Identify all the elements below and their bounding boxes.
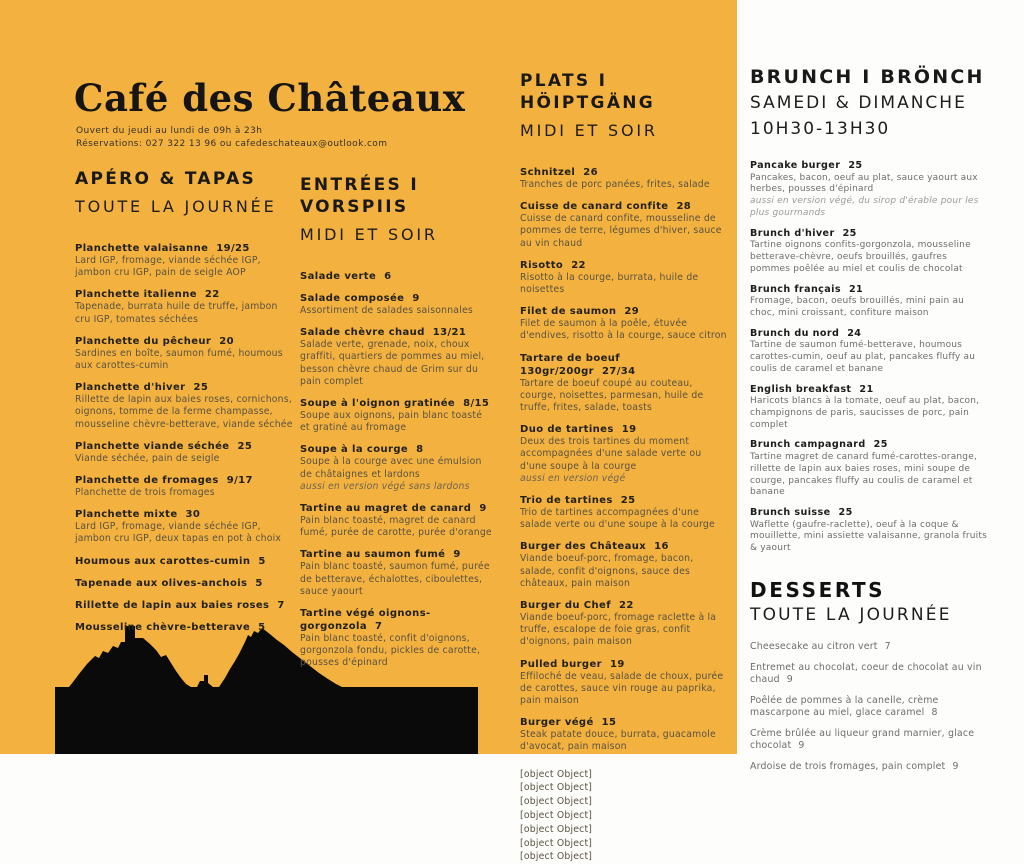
section-desserts	[750, 577, 990, 773]
menu-item-price: 7	[374, 621, 383, 633]
menu-item-name: Duo de tartines	[520, 424, 614, 436]
menu-item-price: 9/17	[226, 475, 253, 487]
menu-item-price: 22	[618, 600, 634, 612]
menu-item-name: Brunch français	[750, 283, 841, 295]
menu-item-price: 8/15	[463, 398, 490, 410]
dessert-item-price: 7	[884, 641, 891, 653]
menu-item-description: Tartine magret de canard fumé-carottes-orange, rillette de lapin aux baies roses, mini soupe de courge, pancakes fluffy au coulis de caramel et banane	[750, 451, 978, 498]
section-subheading: TOUTE LA JOURNÉE	[75, 197, 277, 216]
menu-item-name: Planchette valaisanne	[75, 243, 209, 254]
menu-item-name: Brunch campagnard	[750, 439, 866, 451]
desserts-items	[750, 641, 990, 773]
menu-item-name-price	[75, 555, 295, 568]
menu-item-name-price	[520, 540, 730, 553]
menu-item-description: Soupe à la courge avec une émulsion de châtaignes et lardons	[300, 456, 482, 480]
menu-item	[750, 328, 990, 376]
menu-item-price: 13/21	[432, 327, 467, 339]
restaurant-info	[76, 125, 387, 150]
menu-item-description: Tartine de saumon fumé-betterave, houmous carottes-cumin, oeuf au plat, pancakes fluffy au coulis de caramel et banane	[750, 340, 976, 374]
menu-item-name: Filet de saumon	[520, 306, 617, 318]
restaurant-title: Café des Châteaux	[74, 76, 466, 120]
menu-item-name: Tapenade aux olives-anchois	[75, 577, 248, 589]
menu-item-name: Risotto	[520, 259, 564, 271]
menu-item-price: 25	[842, 227, 857, 239]
menu-item-name-price	[75, 335, 295, 348]
menu-item-name-price	[300, 443, 495, 456]
menu-item-price: 22	[204, 289, 220, 301]
menu-item-price: 5	[258, 621, 266, 633]
menu-item-price: 25	[848, 160, 863, 171]
menu-item-name-price	[75, 599, 295, 612]
menu-item-description: Lard IGP, fromage, viande séchée IGP, jambon cru IGP, deux tapas en pot à choix	[75, 521, 282, 545]
menu-item-price: 6	[384, 271, 392, 282]
menu-item-description: Viande boeuf-porc, fromage raclette à la truffe, escalope de foie gras, confit d'oignons, pain maison	[520, 612, 717, 648]
menu-item-description: Viande boeuf-porc, fromage, bacon, salade, confit d'oignons, sauce des châteaux, pain maison	[520, 553, 694, 589]
menu-item-name-price	[300, 502, 495, 515]
menu-item-name: Tartine végé oignons-gorgonzola	[300, 608, 431, 633]
menu-item-name-price	[520, 423, 730, 436]
section-apero-tapas	[75, 168, 295, 643]
desserts-heading: DESSERTS	[750, 578, 886, 603]
supplement-line: [object Object]	[520, 823, 593, 835]
menu-item-name-price	[520, 305, 730, 318]
menu-item-price: 27/34	[601, 365, 636, 377]
menu-item-name: Tartine au magret de canard	[300, 503, 472, 515]
dessert-item-name: Crème brûlée au liqueur grand marnier, glace chocolat	[750, 728, 975, 752]
menu-item-name: Salade composée	[300, 293, 405, 304]
menu-item-description: Tartine oignons confits-gorgonzola, mousseline betterave-chèvre, oeufs brouillés, gaufres pommes poêlée au miel et coulis de chocolat	[750, 240, 971, 274]
menu-item-name: Soupe à la courge	[300, 444, 409, 456]
menu-item	[75, 555, 295, 568]
menu-item	[520, 599, 730, 649]
dessert-item-name: Cheesecake au citron vert	[750, 641, 878, 653]
brunch-items	[750, 160, 990, 555]
dessert-item-name: Entremet au chocolat, coeur de chocolat au vin chaud	[750, 662, 982, 686]
menu-item-name: Planchette du pêcheur	[75, 335, 212, 347]
menu-item	[75, 599, 295, 612]
menu-item-name-price	[300, 548, 495, 561]
menu-item-name-price	[75, 242, 295, 255]
menu-item	[520, 494, 730, 531]
menu-item-name: Brunch suisse	[750, 507, 831, 519]
menu-item-price: 9	[412, 293, 420, 304]
menu-item	[75, 242, 295, 279]
menu-item	[520, 716, 730, 753]
menu-item-description: Risotto à la courge, burrata, huile de noisettes	[520, 271, 699, 296]
menu-item-price: 22	[571, 259, 586, 271]
menu-item	[520, 540, 730, 590]
menu-item-name: Pulled burger	[520, 658, 603, 670]
menu-item	[750, 284, 990, 320]
menu-item-price: 9	[479, 503, 487, 515]
menu-item-description: Pain blanc toasté, saumon fumé, purée de betterave, échalottes, ciboulettes, sauce yaourt	[300, 561, 490, 597]
menu-item-description: Waflette (gaufre-raclette), oeuf à la coque & mouillette, mini assiette valaisanne, granola fruits & yaourt	[750, 519, 987, 554]
menu-item-description: Sardines en boîte, saumon fumé, houmous aux carottes-cumin	[75, 347, 283, 372]
dessert-item-name: Poêlée de pommes à la canelle, crème mascarpone au miel, glace caramel	[750, 695, 939, 719]
menu-item-name: Burger du Chef	[520, 600, 611, 612]
menu-item-name-price	[75, 440, 295, 453]
section-subheading: MIDI ET SOIR	[520, 121, 658, 140]
menu-item-name: Planchette italienne	[75, 289, 197, 301]
menu-item	[520, 200, 730, 250]
menu-item-price: 20	[219, 335, 234, 347]
apero-items	[75, 242, 295, 634]
menu-item-price: 28	[676, 201, 692, 213]
menu-item-name: Planchette viande séchée	[75, 440, 230, 452]
menu-item-name: Trio de tartines	[520, 495, 613, 507]
menu-item-price: 25	[237, 440, 253, 452]
menu-item-name-price	[750, 384, 990, 397]
menu-item-description: Haricots blancs à la tomate, oeuf au plat, bacon, champignons de paris, saucisses de porc, pain complet	[750, 396, 980, 430]
section-heading: ENTRÉES I VORSPIIS	[300, 175, 419, 217]
menu-item-name-price	[520, 716, 730, 729]
menu-item-name-price	[520, 494, 730, 507]
dessert-item-price: 9	[786, 674, 793, 686]
section-heading: BRUNCH I BRÖNCH	[750, 66, 985, 88]
section-subheading: MIDI ET SOIR	[300, 225, 438, 244]
menu-item-name-price	[520, 599, 730, 612]
menu-item-price: 8	[416, 444, 424, 456]
menu-item-price: 15	[601, 717, 617, 729]
dessert-item-price: 9	[798, 740, 805, 752]
menu-item-name-price	[300, 607, 495, 633]
supplement-line: [object Object]	[520, 796, 593, 808]
menu-item-description: Pain blanc toasté, confit d'oignons, gorgonzola fondu, pickles de carotte, pousses d'épinard	[300, 633, 481, 669]
menu-item-description: Tartare de boeuf coupé au couteau, courge, noisettes, parmesan, huile de truffe, frites, salade, toasts	[520, 377, 704, 414]
menu-item-description: Tapenade, burrata huile de truffe, jambon cru IGP, tomates séchées	[75, 301, 278, 325]
menu-item-description: Lard IGP, fromage, viande séchée IGP, jambon cru IGP, pain de seigle AOP	[75, 255, 261, 279]
menu-item	[520, 259, 730, 296]
menu-item-name: Burger végé	[520, 717, 594, 729]
dessert-item-price: 9	[952, 761, 959, 773]
menu-item-name-price	[520, 259, 730, 272]
plats-supplements	[520, 768, 730, 864]
menu-item-name-price	[520, 658, 730, 671]
menu-item-name: Houmous aux carottes-cumin	[75, 555, 251, 567]
section-subheading-hours: 10H30-13H30	[750, 119, 891, 139]
menu-item	[750, 507, 990, 555]
menu-item-price: 30	[185, 509, 201, 521]
menu-item	[75, 621, 295, 634]
menu-item-name: Burger des Châteaux	[520, 541, 647, 553]
menu-item-name: Planchette mixte	[75, 509, 178, 521]
menu-item	[300, 607, 495, 670]
menu-item	[750, 228, 990, 276]
menu-item-description: Fromage, bacon, oeufs brouillés, mini pain au choc, mini croissant, confiture maison	[750, 296, 965, 318]
menu-item-name: Pancake burger	[750, 160, 841, 171]
menu-item	[520, 658, 730, 708]
menu-item	[300, 397, 495, 434]
entrees-items	[300, 270, 495, 670]
menu-item-name: Planchette de fromages	[75, 475, 219, 487]
menu-item-price: 24	[847, 327, 862, 339]
menu-item	[300, 443, 495, 493]
menu-item	[300, 270, 495, 283]
menu-item-name: Salade verte	[300, 271, 377, 282]
menu-item-name-price	[75, 621, 295, 634]
menu-item-note: aussi en version végé	[520, 472, 626, 484]
menu-item-name-price	[300, 326, 495, 339]
menu-item-price: 5	[258, 555, 266, 567]
menu-item-description: Planchette de trois fromages	[75, 487, 215, 499]
menu-item-price: 9	[453, 549, 461, 561]
menu-item-name-price	[750, 328, 990, 341]
dessert-item-price: 8	[931, 707, 938, 719]
menu-item-description: Pain blanc toasté, magret de canard fumé, purée de carotte, purée d'orange	[300, 515, 492, 539]
section-heading: PLATS I HÖIPTGÄNG	[520, 71, 656, 113]
menu-item-description: Trio de tartines accompagnées d'une salade verte ou d'une soupe à la courge	[520, 507, 715, 531]
supplement-line: [object Object]	[520, 851, 593, 863]
reservations-line: Réservations: 027 322 13 96 ou cafedeschateaux@outlook.com	[76, 138, 388, 149]
dessert-item	[750, 695, 990, 719]
menu-item-name-price	[520, 352, 730, 378]
menu-item	[75, 288, 295, 325]
menu-item-name: Schnitzel	[520, 167, 576, 178]
supplement-line: [object Object]	[520, 810, 593, 822]
menu-item-name-price	[300, 292, 495, 305]
menu-item-name: Cuisse de canard confite	[520, 201, 669, 213]
menu-item	[520, 166, 730, 191]
menu-item-name-price	[750, 439, 990, 452]
menu-item-name: Mousseline chèvre-betterave	[75, 621, 251, 633]
supplement-line: [object Object]	[520, 837, 593, 849]
dessert-item	[750, 662, 990, 686]
menu-item-description: Effiloché de veau, salade de choux, purée de carottes, sauce vin rouge au paprika, pain maison	[520, 670, 724, 707]
menu-item	[300, 292, 495, 317]
menu-item-price: 21	[859, 383, 874, 395]
menu-item-name-price	[75, 288, 295, 301]
menu-item	[300, 548, 495, 598]
menu-item	[520, 423, 730, 485]
supplement-line: [object Object]	[520, 768, 593, 780]
menu-item-name: Tartare de boeuf 130gr/200gr	[520, 352, 621, 377]
menu-item	[75, 381, 295, 431]
dessert-item	[750, 728, 990, 752]
dessert-item	[750, 641, 990, 653]
section-entrees	[300, 174, 495, 679]
menu-item-price: 25	[620, 495, 636, 507]
menu-item-description: Deux des trois tartines du moment accompagnées d'une salade verte ou d'une soupe à la courge	[520, 436, 702, 472]
menu-item-name-price	[75, 577, 295, 590]
menu-item-name-price	[300, 270, 495, 283]
menu-item-note: aussi en version végé, du sirop d'érable pour les plus gourmands	[750, 196, 979, 218]
menu-item	[750, 439, 990, 499]
menu-item-name: Soupe à l'oignon gratinée	[300, 398, 456, 410]
menu-item	[520, 305, 730, 342]
menu-item-name-price	[750, 507, 990, 520]
menu-item-name-price	[300, 397, 495, 410]
menu-item-description: Pancakes, bacon, oeuf au plat, sauce yaourt aux herbes, pousses d'épinard	[750, 172, 978, 195]
menu-item-description: Rillette de lapin aux baies roses, cornichons, oignons, tomme de la ferme champasse, mousseline chèvre-betterave, viande séchée	[75, 394, 293, 430]
menu-item-price: 26	[583, 167, 598, 178]
menu-item-name: Rillette de lapin aux baies roses	[75, 599, 270, 611]
supplement-line: [object Object]	[520, 782, 593, 794]
menu-item-name-price	[75, 381, 295, 394]
menu-item	[520, 352, 730, 415]
menu-item	[750, 384, 990, 432]
menu-item-name-price	[520, 200, 730, 213]
menu-item	[75, 474, 295, 499]
menu-item-description: Viande séchée, pain de seigle	[75, 452, 220, 464]
menu-item-name-price	[520, 166, 730, 179]
menu-item-name: Brunch d'hiver	[750, 227, 835, 239]
menu-item-price: 5	[255, 577, 263, 589]
menu-item-price: 19	[610, 658, 625, 670]
menu-item-price: 19	[621, 424, 637, 436]
menu-item-description: Tranches de porc panées, frites, salade	[520, 179, 710, 190]
menu-item-description: Soupe aux oignons, pain blanc toasté et gratiné au fromage	[300, 410, 483, 434]
menu-item-name-price	[750, 228, 990, 241]
menu-item-description: Assortiment de salades saisonnales	[300, 305, 473, 316]
menu-item-price: 19/25	[216, 243, 250, 254]
menu-item-note: aussi en version végé sans lardons	[300, 480, 470, 492]
menu-item	[75, 577, 295, 590]
menu-item-description: Cuisse de canard confite, mousseline de pommes de terre, légumes d'hiver, sauce au vin chaud	[520, 213, 722, 249]
menu-item-price: 29	[624, 306, 640, 318]
menu-item-price: 7	[277, 599, 285, 611]
section-plats	[520, 70, 730, 864]
menu-item-description: Steak patate douce, burrata, guacamole d'avocat, pain maison	[520, 729, 716, 753]
plats-items	[520, 166, 730, 754]
menu-item-name-price	[75, 474, 295, 487]
menu-item-description: Filet de saumon à la poêle, étuvée d'endives, risotto à la courge, sauce citron	[520, 318, 727, 342]
menu-item-name: English breakfast	[750, 383, 852, 395]
menu-item	[300, 326, 495, 388]
menu-item-name-price	[750, 160, 990, 173]
menu-item-price: 16	[654, 541, 669, 553]
menu-item-price: 25	[873, 439, 888, 451]
menu-item-price: 25	[193, 382, 209, 394]
section-heading: APÉRO & TAPAS	[75, 169, 257, 189]
menu-item-name-price	[75, 508, 295, 521]
menu-item-price: 25	[838, 507, 853, 519]
menu-item	[300, 502, 495, 539]
dessert-item-name: Ardoise de trois fromages, pain complet	[750, 761, 946, 773]
menu-item	[750, 160, 990, 220]
opening-hours: Ouvert du jeudi au lundi de 09h à 23h	[76, 126, 263, 136]
menu-item-name: Brunch du nord	[750, 327, 840, 339]
desserts-subheading: TOUTE LA JOURNÉE	[750, 605, 952, 626]
menu-item	[75, 440, 295, 465]
section-brunch	[750, 64, 990, 782]
menu-item-description: Salade verte, grenade, noix, choux graffiti, quartiers de pommes au miel, besson chèvre chaud de Grim sur du pain complet	[300, 339, 485, 387]
dessert-item	[750, 761, 990, 773]
menu-item	[75, 508, 295, 545]
menu-item-name-price	[750, 284, 990, 297]
menu-item-name: Tartine au saumon fumé	[300, 549, 446, 561]
menu-item-price: 21	[848, 283, 864, 295]
menu-item-name: Planchette d'hiver	[75, 382, 186, 394]
menu-item-name: Salade chèvre chaud	[300, 327, 425, 339]
section-subheading: SAMEDI & DIMANCHE	[750, 93, 967, 113]
menu-item	[75, 335, 295, 372]
